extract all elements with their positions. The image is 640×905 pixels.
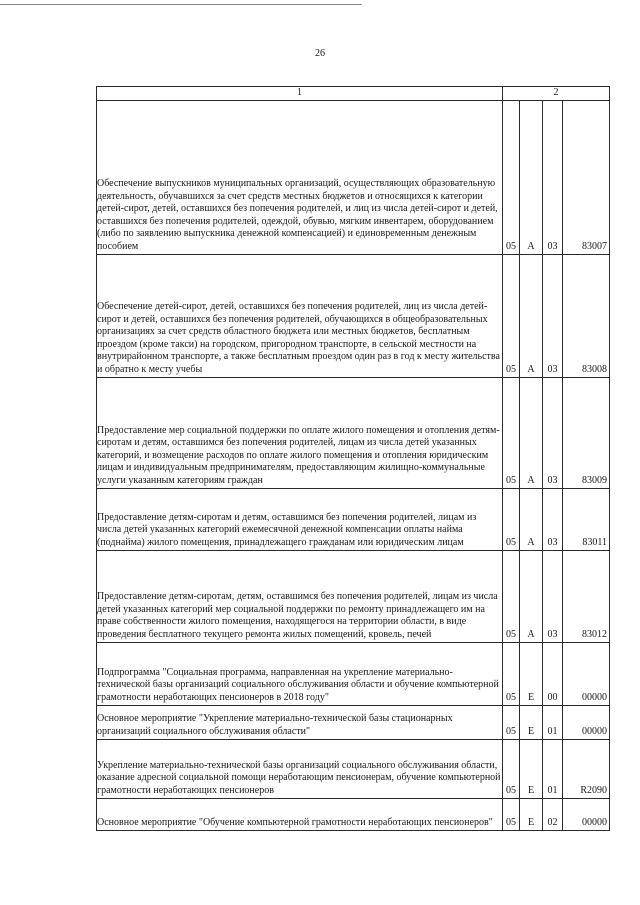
row-description: Основное мероприятие "Обучение компьютерной грамотности неработающих пенсионеров" <box>97 798 503 830</box>
code-section: 05 <box>503 488 520 550</box>
header-col-1: 1 <box>97 87 503 101</box>
code-direction: 00000 <box>563 798 610 830</box>
code-section: 05 <box>503 254 520 377</box>
code-program: Е <box>520 798 543 830</box>
code-subprogram: 02 <box>543 798 563 830</box>
code-section: 05 <box>503 550 520 642</box>
row-description: Предоставление детям-сиротам и детям, оставшимся без попечения родителей, лицам из числа детей указанных категорий ежемесячной денежной компенсации оплаты найма (поднайма) жилого помещения, принадлежащего гражданам или юридическим лицам <box>97 488 503 550</box>
code-program: Е <box>520 705 543 739</box>
code-direction: 00000 <box>563 705 610 739</box>
row-description: Укрепление материально-технической базы организаций социального обслуживания области, оказание адресной социальной помощи неработающим пенсионерам, обучение компьютерной грамотности неработающих пенсионеров <box>97 739 503 798</box>
header-col-2: 2 <box>503 87 610 101</box>
code-subprogram: 01 <box>543 739 563 798</box>
row-description: Предоставление мер социальной поддержки по оплате жилого помещения и отопления детям-сиротам и детям, оставшимся без попечения родителей, лицам из числа детей указанных категорий, и возмещение расходов по оплате жилого помещения и отопления юридическим лицам и индивидуальным предпринимателям, предоставляющим жилищно-коммунальные услуги указанным категориям граждан <box>97 377 503 488</box>
code-subprogram: 01 <box>543 705 563 739</box>
code-direction: 83011 <box>563 488 610 550</box>
code-program: Е <box>520 642 543 705</box>
code-program: А <box>520 488 543 550</box>
page-number: 26 <box>315 48 325 59</box>
code-section: 05 <box>503 642 520 705</box>
table-row <box>97 798 610 830</box>
table-row <box>97 488 610 550</box>
table-row <box>97 100 610 254</box>
code-subprogram: 03 <box>543 254 563 377</box>
code-program: А <box>520 377 543 488</box>
code-section: 05 <box>503 739 520 798</box>
table-row <box>97 254 610 377</box>
code-program: А <box>520 550 543 642</box>
code-direction: 83012 <box>563 550 610 642</box>
row-description: Обеспечение выпускников муниципальных организаций, осуществляющих образовательную деятельность, обучавшихся за счет средств местных бюджетов и относящихся к категории детей-сирот, детей, оставшихся без попечения родителей, и лиц из числа детей-сирот и детей, оставшихся без попечения родителей, одеждой, обувью, мягким инвентарем, оборудованием (либо по заявлению выпускника денежной компенсацией) и единовременным денежным пособием <box>97 100 503 254</box>
code-section: 05 <box>503 798 520 830</box>
table-row <box>97 739 610 798</box>
code-program: А <box>520 254 543 377</box>
code-section: 05 <box>503 377 520 488</box>
code-section: 05 <box>503 705 520 739</box>
header-row <box>97 87 610 101</box>
table-row <box>97 705 610 739</box>
code-direction: 00000 <box>563 642 610 705</box>
code-subprogram: 03 <box>543 100 563 254</box>
code-subprogram: 03 <box>543 550 563 642</box>
code-direction: 83008 <box>563 254 610 377</box>
top-rule <box>0 4 362 5</box>
code-program: А <box>520 100 543 254</box>
code-subprogram: 03 <box>543 488 563 550</box>
code-subprogram: 03 <box>543 377 563 488</box>
code-program: Е <box>520 739 543 798</box>
row-description: Обеспечение детей-сирот, детей, оставшихся без попечения родителей, лиц из числа детей-сирот и детей, оставшихся без попечения родителей, обучающихся в общеобразовательных организациях за счет средств областного бюджета или местных бюджетов, бесплатным проездом (кроме такси) на городском, пригородном транспорте, в сельской местности на внутрирайонном транспорте, а также бесплатным проездом один раз в год к месту жительства и обратно к месту учебы <box>97 254 503 377</box>
row-description: Подпрограмма "Социальная программа, направленная на укрепление материально-технической базы организаций социального обслуживания области и обучение компьютерной грамотности неработающих пенсионеров в 2018 году" <box>97 642 503 705</box>
code-direction: 83009 <box>563 377 610 488</box>
budget-table <box>96 86 610 831</box>
table-row <box>97 550 610 642</box>
code-subprogram: 00 <box>543 642 563 705</box>
row-description: Предоставление детям-сиротам, детям, оставшимся без попечения родителей, лицам из числа детей указанных категорий мер социальной поддержки по ремонту принадлежащего им на праве собственности жилого помещения, находящегося на территории области, в виде проведения бесплатного текущего ремонта жилых помещений, кровель, печей <box>97 550 503 642</box>
row-description: Основное мероприятие "Укрепление материально-технической базы стационарных организаций социального обслуживания области" <box>97 705 503 739</box>
table-row <box>97 377 610 488</box>
code-direction: R2090 <box>563 739 610 798</box>
table-row <box>97 642 610 705</box>
code-section: 05 <box>503 100 520 254</box>
code-direction: 83007 <box>563 100 610 254</box>
